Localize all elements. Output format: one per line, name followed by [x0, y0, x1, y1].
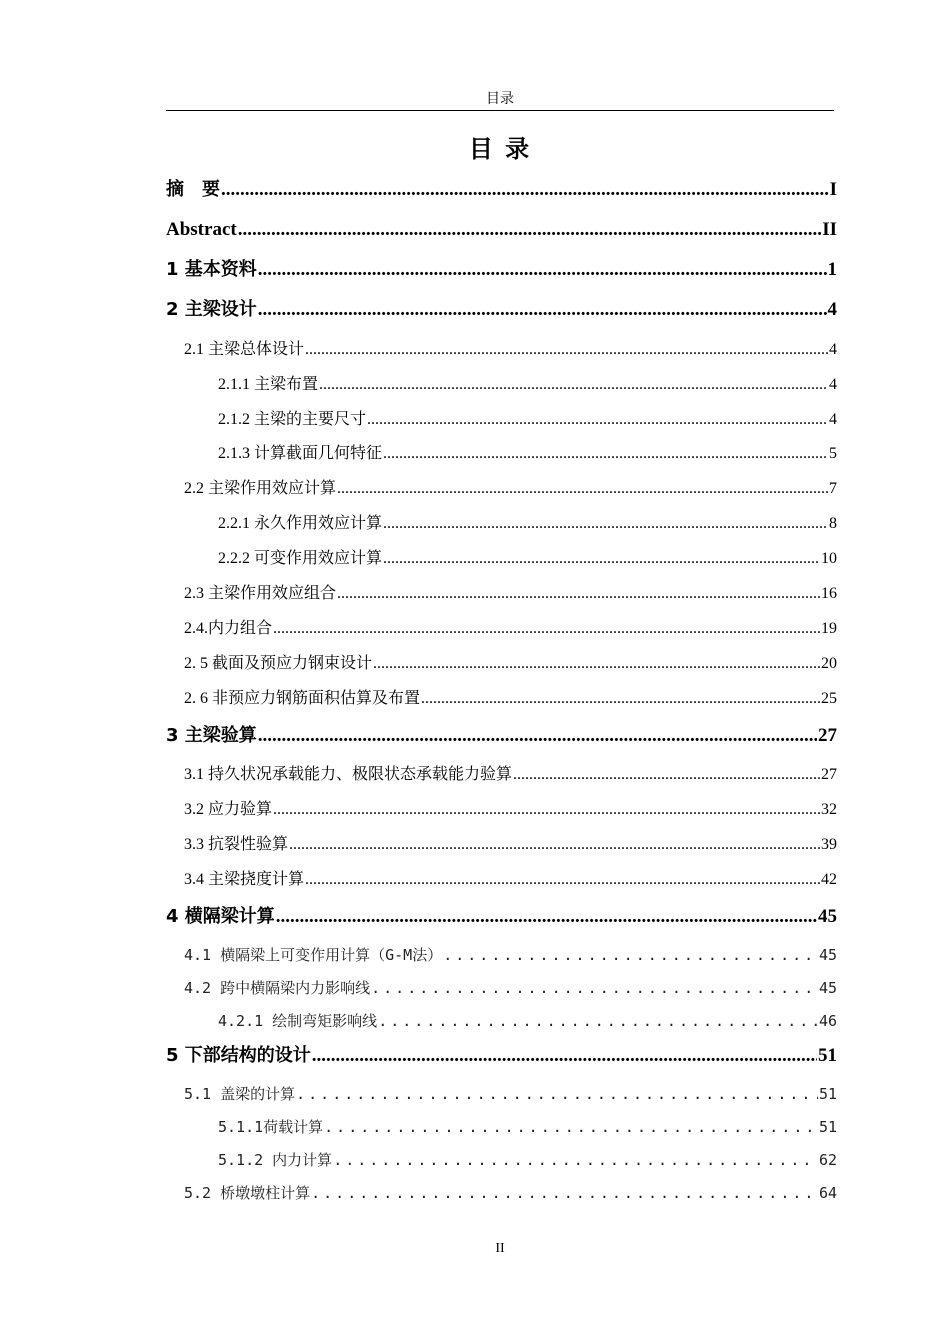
toc-entry-label: 摘 要 [166, 179, 220, 200]
toc-entry-label: 4 横隔梁计算 [166, 906, 275, 927]
toc-entry-label: 2. 6 非预应力钢筋面积估算及布置 [184, 690, 421, 707]
toc-entry-page: 25 [821, 690, 837, 707]
toc-entry-label: 2. 5 截面及预应力钢束设计 [184, 655, 373, 672]
toc-entry-page: I [829, 179, 837, 200]
toc-entry[interactable] [184, 800, 837, 820]
toc-entry-page: 1 [827, 259, 837, 280]
toc-entry-label: 3.2 应力验算 [184, 801, 273, 818]
toc-entry-page: 32 [821, 801, 837, 818]
toc-entry-label: 5.1.2 内力计算 [218, 1151, 333, 1169]
running-header: 目录 [486, 92, 514, 107]
toc-entry-label: 2.3 主梁作用效应组合 [184, 585, 337, 602]
toc-entry[interactable] [184, 689, 837, 709]
toc-entry-page: 16 [821, 585, 837, 602]
toc-entry-label: 2.2 主梁作用效应计算 [184, 480, 337, 497]
toc-entry[interactable] [218, 1011, 837, 1031]
toc-entry[interactable] [184, 945, 837, 965]
toc-entry-label: 3 主梁验算 [166, 725, 257, 746]
toc-entry[interactable] [184, 835, 837, 855]
toc-entry-page: 7 [829, 480, 837, 497]
toc-entry-page: 27 [818, 725, 837, 746]
toc-entry-page: 51 [818, 1085, 837, 1103]
toc-entry-page: 4 [829, 411, 837, 428]
toc-entry[interactable] [184, 584, 837, 604]
toc-entry-page: 4 [829, 341, 837, 358]
toc-entry-page: 64 [818, 1184, 837, 1202]
toc-entry-page: 8 [829, 515, 837, 532]
toc-entry[interactable] [184, 978, 837, 998]
page-title: 目 录 [468, 135, 532, 163]
toc-entry[interactable] [166, 258, 837, 282]
toc-entry-page: 62 [818, 1151, 837, 1169]
toc-entry[interactable] [218, 514, 837, 534]
toc-entry-label: 3.1 持久状况承载能力、极限状态承载能力验算 [184, 766, 513, 783]
toc-entry[interactable] [184, 479, 837, 499]
toc-entry[interactable] [184, 654, 837, 674]
toc-entry-page: 4 [829, 376, 837, 393]
toc-entry-label: 5 下部结构的设计 [166, 1045, 311, 1066]
page-number: II [495, 1241, 505, 1256]
toc-entry[interactable] [218, 444, 837, 464]
toc-entry-label: 2 主梁设计 [166, 299, 257, 320]
toc-entry-page: 45 [818, 906, 837, 927]
toc-entry[interactable] [184, 619, 837, 639]
toc-entry[interactable] [184, 1084, 837, 1104]
toc-entry-label: 5.1.1荷载计算 [218, 1118, 324, 1136]
toc-entry-label: 3.3 抗裂性验算 [184, 836, 289, 853]
toc-entry-page: 39 [821, 836, 837, 853]
toc-entry-label: 2.1 主梁总体设计 [184, 341, 305, 358]
toc-entry-label: 1 基本资料 [166, 259, 257, 280]
toc-entry-page: 19 [821, 620, 837, 637]
toc-entry-label: Abstract [166, 219, 237, 240]
toc-entry-label: 2.1.1 主梁布置 [218, 376, 319, 393]
toc-entry[interactable] [166, 905, 837, 929]
toc-entry-label: 5.1 盖梁的计算 [184, 1085, 296, 1103]
toc-entry[interactable] [166, 298, 837, 322]
toc-entry-label: 2.2.1 永久作用效应计算 [218, 515, 383, 532]
toc-entry-label: 5.2 桥墩墩柱计算 [184, 1184, 311, 1202]
toc-entry-label: 3.4 主梁挠度计算 [184, 871, 305, 888]
toc-entry[interactable] [218, 1117, 837, 1137]
toc-entry-label: 4.2 跨中横隔梁内力影响线 [184, 979, 371, 997]
toc-entry[interactable] [184, 765, 837, 785]
toc-entry-page: 5 [829, 445, 837, 462]
toc-entry[interactable] [166, 218, 837, 242]
toc-entry-page: 51 [818, 1045, 837, 1066]
toc-entry[interactable] [184, 1183, 837, 1203]
toc-entry[interactable] [166, 1044, 837, 1068]
toc-entry-page: 27 [821, 766, 837, 783]
toc-entry-label: 4.1 横隔梁上可变作用计算（G-M法） [184, 946, 443, 964]
toc-entry[interactable] [218, 375, 837, 395]
toc-entry-page: II [822, 219, 837, 240]
toc-entry-page: 42 [821, 871, 837, 888]
toc-entry[interactable] [166, 178, 837, 202]
toc-entry-page: 45 [818, 946, 837, 964]
toc-entry-label: 2.1.2 主梁的主要尺寸 [218, 411, 367, 428]
toc-entry-page: 46 [818, 1012, 837, 1030]
toc-entry[interactable] [166, 724, 837, 748]
toc-entry-page: 45 [818, 979, 837, 997]
toc-entry-label: 4.2.1 绘制弯矩影响线 [218, 1012, 378, 1030]
toc-entry[interactable] [218, 410, 837, 430]
toc-entry[interactable] [184, 870, 837, 890]
toc-entry-label: 2.1.3 计算截面几何特征 [218, 445, 383, 462]
toc-entry[interactable] [184, 340, 837, 360]
toc-entry-label: 2.4.内力组合 [184, 620, 273, 637]
toc-entry-page: 10 [821, 550, 837, 567]
toc-entry-page: 4 [827, 299, 837, 320]
toc-entry-page: 51 [818, 1118, 837, 1136]
toc-entry-page: 20 [821, 655, 837, 672]
toc-entry[interactable] [218, 1150, 837, 1170]
toc-entry[interactable] [218, 549, 837, 569]
toc-entry-label: 2.2.2 可变作用效应计算 [218, 550, 383, 567]
